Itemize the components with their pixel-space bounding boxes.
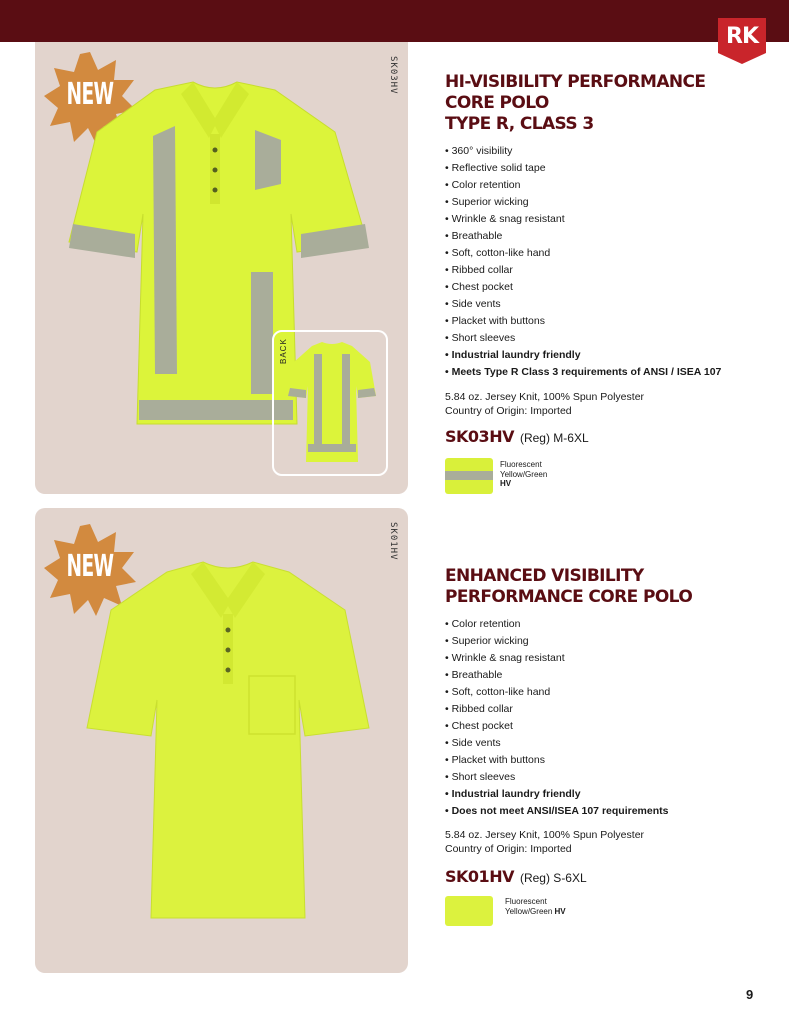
color-swatch	[445, 896, 493, 926]
feature-item: • Chest pocket	[445, 279, 721, 296]
sku-line	[445, 867, 587, 886]
product-title	[445, 566, 692, 608]
feature-item: • Does not meet ANSI/ISEA 107 requirements	[445, 803, 668, 820]
back-view-label: BACK	[279, 338, 288, 364]
fabric-spec-text: 5.84 oz. Jersey Knit, 100% Spun Polyester	[445, 391, 645, 403]
enhanced-visibility-polo-image	[83, 558, 373, 928]
feature-item: • Reflective solid tape	[445, 160, 721, 177]
fabric-spec	[445, 828, 644, 856]
swatch-label-line: Fluorescent	[500, 460, 542, 469]
product-title-line: ENHANCED VISIBILITY	[445, 566, 644, 586]
feature-item: • Superior wicking	[445, 194, 721, 211]
feature-item: • Ribbed collar	[445, 262, 721, 279]
feature-item: • Wrinkle & snag resistant	[445, 211, 721, 228]
sku-line	[445, 427, 589, 446]
feature-list	[445, 616, 668, 820]
country-of-origin: Country of Origin: Imported	[445, 405, 572, 417]
feature-item: • Short sleeves	[445, 769, 668, 786]
brand-logo-text: RK	[726, 24, 758, 49]
vertical-sku-label: SK01HV	[388, 522, 398, 561]
feature-item: • Breathable	[445, 228, 721, 245]
fabric-spec	[445, 390, 644, 418]
feature-item: • Superior wicking	[445, 633, 668, 650]
new-badge-label: NEW	[66, 77, 114, 112]
feature-item: • Chest pocket	[445, 718, 668, 735]
hi-vis-polo-back-image	[286, 340, 378, 466]
country-of-origin: Country of Origin: Imported	[445, 843, 572, 855]
product-title-line: TYPE R, CLASS 3	[445, 114, 594, 134]
top-banner	[0, 0, 789, 42]
size-range: (Reg) S-6XL	[519, 871, 587, 885]
product-photo-panel	[35, 508, 408, 973]
feature-item: • Side vents	[445, 296, 721, 313]
feature-item: • Breathable	[445, 667, 668, 684]
feature-item: • Ribbed collar	[445, 701, 668, 718]
feature-item: • Side vents	[445, 735, 668, 752]
product-title-line: HI-VISIBILITY PERFORMANCE	[445, 72, 706, 92]
brand-logo	[718, 18, 766, 64]
swatch-code: HV	[554, 906, 566, 916]
back-view-inset	[272, 330, 388, 476]
product-title-line: PERFORMANCE CORE POLO	[445, 587, 693, 607]
reflective-tape-stripe	[445, 471, 493, 480]
feature-item: • Short sleeves	[445, 330, 721, 347]
color-swatch	[445, 458, 493, 494]
feature-item: • Color retention	[445, 616, 668, 633]
feature-item: • Soft, cotton-like hand	[445, 245, 721, 262]
feature-item: • Soft, cotton-like hand	[445, 684, 668, 701]
product-title	[445, 72, 705, 135]
feature-item: • Placket with buttons	[445, 752, 668, 769]
size-range: (Reg) M-6XL	[519, 431, 589, 445]
feature-item: • Meets Type R Class 3 requirements of ANSI / ISEA 107	[445, 364, 721, 381]
feature-item: • 360° visibility	[445, 143, 721, 160]
feature-item: • Industrial laundry friendly	[445, 347, 721, 364]
feature-list	[445, 143, 721, 381]
color-swatch-label	[505, 897, 566, 916]
feature-item: • Industrial laundry friendly	[445, 786, 668, 803]
feature-item: • Color retention	[445, 177, 721, 194]
page-number: 9	[746, 987, 754, 1002]
product-title-line: CORE POLO	[445, 93, 549, 113]
feature-item: • Wrinkle & snag resistant	[445, 650, 668, 667]
color-swatch-label	[500, 460, 547, 489]
swatch-code: HV	[500, 479, 512, 488]
sku-code: SK01HV	[445, 867, 514, 886]
sku-code: SK03HV	[445, 427, 514, 446]
new-badge-label: NEW	[66, 549, 114, 584]
feature-item: • Placket with buttons	[445, 313, 721, 330]
fabric-spec-text: 5.84 oz. Jersey Knit, 100% Spun Polyester	[445, 829, 645, 841]
swatch-label-line: Yellow/Green	[505, 906, 553, 916]
vertical-sku-label: SK03HV	[388, 56, 398, 95]
swatch-label-line: Yellow/Green	[500, 469, 548, 479]
product-photo-panel	[35, 42, 408, 494]
swatch-label-line: Fluorescent	[505, 897, 547, 906]
